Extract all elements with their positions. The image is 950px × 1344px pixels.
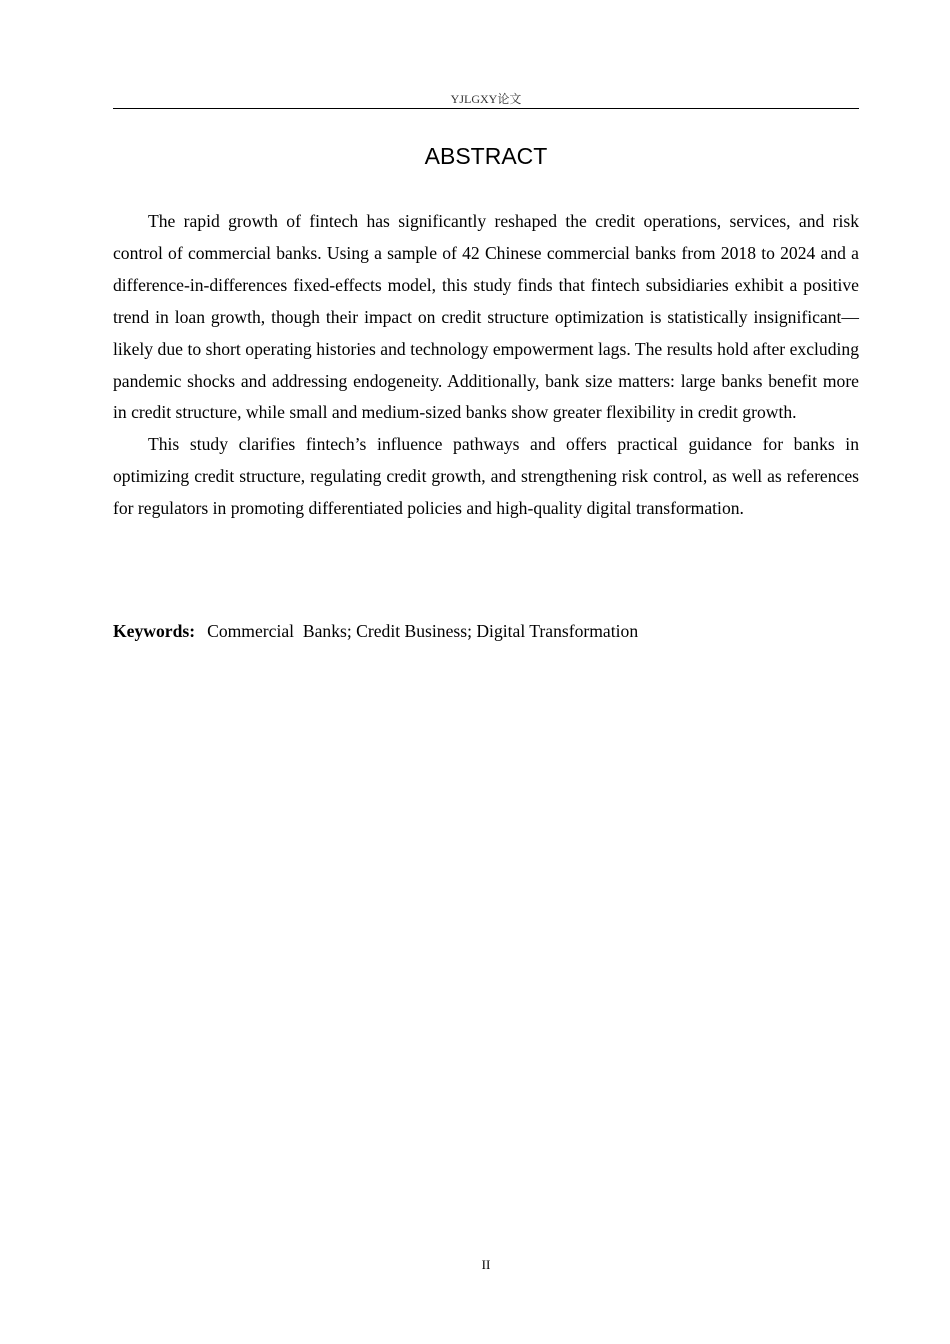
keywords-label: Keywords: (113, 621, 196, 641)
page-header (113, 90, 859, 109)
abstract-body (113, 206, 859, 525)
abstract-paragraph-1: The rapid growth of fintech has significantly reshaped the credit operations, services, and risk control of commercial banks. Using a sample of 42 Chinese commercial banks from 2018 to 2024 and a difference-in-differences fixed-effects model, this study finds that fintech subsidiaries exhibit a positive trend in loan growth, though their impact on credit structure optimization is statistically insignificant—likely due to short operating histories and technology empowerment lags. The results hold after excluding pandemic shocks and addressing endogeneity. Additionally, bank size matters: large banks benefit more in credit structure, while small and medium-sized banks show greater flexibility in credit growth. (113, 211, 859, 423)
keywords-value: Commercial Banks; Credit Business; Digital Transformation (207, 621, 639, 641)
abstract-paragraph-2: This study clarifies fintech’s influence pathways and offers practical guidance for banks in optimizing credit structure, regulating credit growth, and strengthening risk control, as well as references for regulators in promoting differentiated policies and high-quality digital transformation. (113, 434, 859, 519)
page-number: II (481, 1257, 491, 1272)
header-text: YJLGXY论文 (450, 92, 522, 106)
keywords-line (113, 616, 859, 648)
abstract-title: ABSTRACT (424, 143, 548, 169)
